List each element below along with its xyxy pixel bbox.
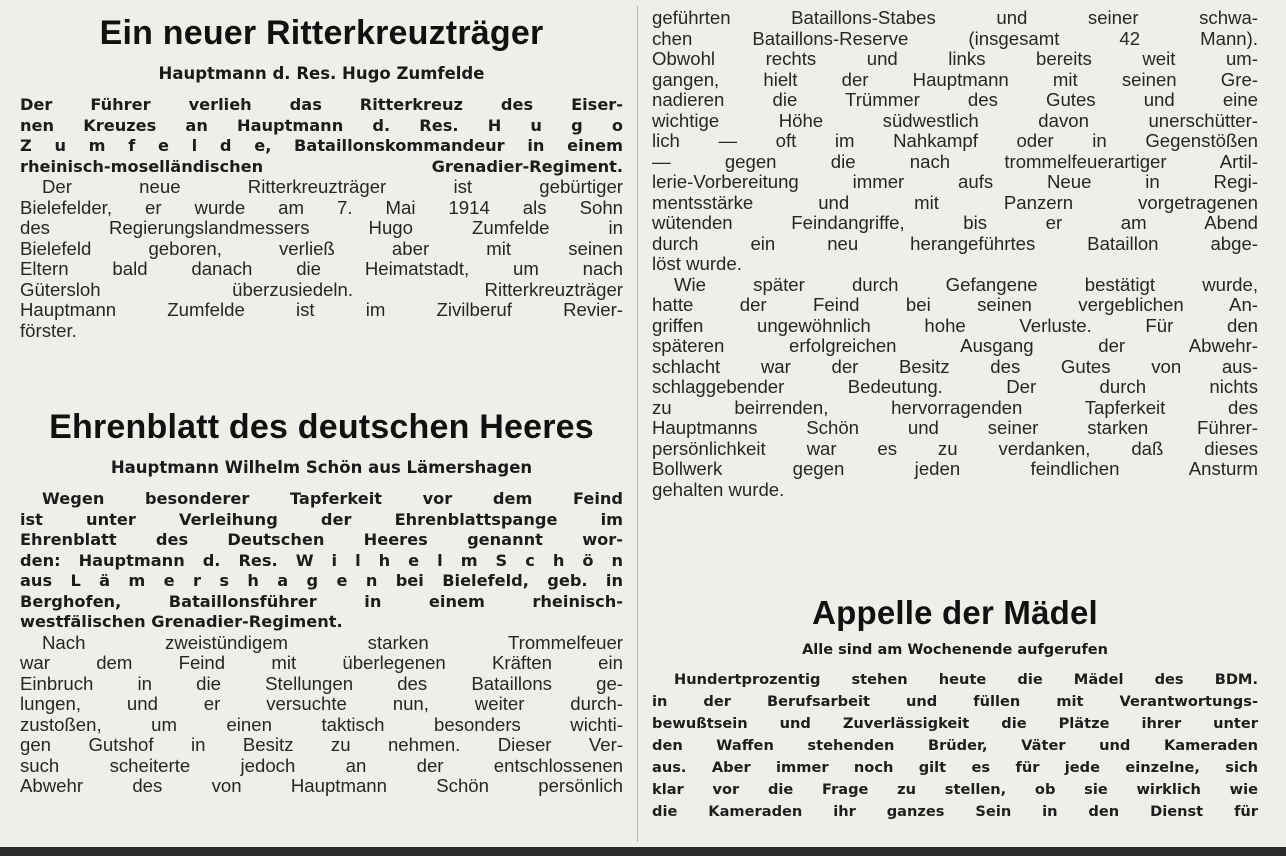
text-line: gangen, hielt der Hauptmann mit seinen Gre-	[652, 69, 1258, 90]
text-line: lerie-Vorbereitung immer aufs Neue in Regi-	[652, 172, 1258, 192]
text-line: Wie später durch Gefangene bestätigt wurde,	[674, 274, 1258, 295]
text-line: geführten Bataillons-Stabes und seiner schwa-	[652, 8, 1258, 28]
text-line: gehalten wurde.	[652, 479, 785, 500]
text-line: bewußtsein und Zuverlässigkeit die Plätze ihrer unter	[652, 715, 1258, 732]
text-line: Nach zweistündigem starken Trommelfeuer	[42, 632, 623, 653]
text-line: späteren erfolgreichen Ausgang der Abwehr-	[652, 336, 1258, 356]
text-line: war dem Feind mit überlegenen Kräften ein	[20, 653, 623, 673]
text-line: förster.	[20, 320, 77, 341]
text-line: klar vor die Frage zu stellen, ob sie wirklich wie	[652, 781, 1258, 798]
text-line: wichtige Höhe südwestlich davon unerschütter-	[652, 110, 1258, 131]
text-line: Der Führer verlieh das Ritterkreuz des Eiser-	[20, 95, 623, 114]
text-line: den Waffen stehenden Brüder, Väter und Kameraden	[652, 737, 1258, 754]
article-subhead: Hauptmann Wilhelm Schön aus Lämershagen	[110, 458, 533, 477]
text-line: löst wurde.	[652, 254, 742, 274]
text-line: des Regierungslandmessers Hugo Zumfelde in	[20, 218, 623, 238]
page-bottom-rule	[0, 847, 1286, 856]
text-line: Wegen besonderer Tapferkeit vor dem Feind	[42, 489, 623, 508]
text-line: rheinisch-moselländischen Grenadier-Regiment.	[20, 156, 623, 176]
text-line: persönlichkeit war es zu verdanken, daß dieses	[652, 438, 1258, 459]
text-line: Hundertprozentig stehen heute die Mädel des BDM.	[674, 671, 1258, 688]
article-body	[20, 633, 623, 797]
text-line: in der Berufsarbeit und füllen mit Verantwortungs-	[652, 693, 1258, 710]
text-line: Bielefeld geboren, verließ aber mit seinen	[20, 238, 623, 259]
article-lead	[20, 489, 623, 633]
text-line: ist unter Verleihung der Ehrenblattspange im	[20, 509, 623, 529]
text-line: Z u m f e l d e, Bataillonskommandeur in einem	[20, 136, 623, 155]
text-line: Gütersloh überzusiedeln. Ritterkreuzträger	[20, 279, 623, 300]
text-line: mentsstärke und mit Panzern vorgetragenen	[652, 192, 1258, 213]
text-line: schlaggebender Bedeutung. Der durch nichts	[652, 377, 1258, 397]
article-subhead: Alle sind am Wochenende aufgerufen	[802, 642, 1108, 658]
article-ehrenblatt	[20, 408, 623, 797]
article-body	[652, 669, 1258, 823]
text-line: den: Hauptmann d. Res. W i l h e l m S c h ö n	[20, 550, 623, 570]
text-line: Berghofen, Bataillonsführer in einem rheinisch-	[20, 591, 623, 611]
column-divider	[637, 6, 638, 842]
text-line: zu beirrenden, hervorragenden Tapferkeit des	[652, 397, 1258, 418]
continued-article-text	[652, 8, 1258, 500]
text-line: die Kameraden ihr ganzes Sein in den Dienst für	[652, 803, 1258, 820]
text-line: lungen, und er versuchte nun, weiter durch-	[20, 694, 623, 714]
article-subhead: Hauptmann d. Res. Hugo Zumfelde	[158, 64, 485, 83]
text-line: nen Kreuzes an Hauptmann d. Res. H u g o	[20, 115, 623, 135]
text-line: griffen ungewöhnlich hohe Verluste. Für den	[652, 315, 1258, 336]
text-line: Bielefelder, er wurde am 7. Mai 1914 als Sohn	[20, 197, 623, 218]
text-line: westfälischen Grenadier-Regiment.	[20, 612, 343, 631]
text-line: durch ein neu herangeführtes Bataillon abge-	[652, 233, 1258, 254]
text-line: such scheiterte jedoch an der entschlossenen	[20, 755, 623, 776]
text-line: Ehrenblatt des Deutschen Heeres genannt wor-	[20, 530, 623, 549]
text-line: nadieren die Trümmer des Gutes und eine	[652, 90, 1258, 110]
article-headline: Appelle der Mädel	[812, 594, 1098, 631]
text-line: Eltern bald danach die Heimatstadt, um nach	[20, 259, 623, 279]
text-line: aus L ä m e r s h a g e n bei Bielefeld, geb. in	[20, 571, 623, 590]
text-line: Bollwerk gegen jeden feindlichen Ansturm	[652, 459, 1258, 479]
article-body	[20, 177, 623, 341]
text-line: Abwehr des von Hauptmann Schön persönlich	[20, 776, 623, 796]
article-appelle	[652, 594, 1258, 823]
text-line: wütenden Feindangriffe, bis er am Abend	[652, 213, 1258, 233]
text-line: schlacht war der Besitz des Gutes von aus-	[652, 356, 1258, 377]
text-line: Obwohl rechts und links bereits weit um-	[652, 49, 1258, 69]
text-line: Der neue Ritterkreuzträger ist gebürtiger	[42, 177, 623, 197]
text-line: Hauptmann Zumfelde ist im Zivilberuf Revier-	[20, 300, 623, 320]
text-line: zustoßen, um einen taktisch besonders wichti-	[20, 714, 623, 735]
text-line: Hauptmanns Schön und seiner starken Führer-	[652, 418, 1258, 438]
text-line: aus. Aber immer noch gilt es für jede einzelne, sich	[652, 759, 1258, 776]
article-lead	[20, 95, 623, 177]
text-line: chen Bataillons-Reserve (insgesamt 42 Mann).	[652, 28, 1258, 49]
text-line: Einbruch in die Stellungen des Bataillons ge-	[20, 673, 623, 694]
text-line: — gegen die nach trommelfeuerartiger Artil-	[652, 151, 1258, 172]
text-line: hatte der Feind bei seinen vergeblichen An-	[652, 295, 1258, 315]
article-headline: Ehrenblatt des deutschen Heeres	[49, 408, 594, 446]
text-line: lich — oft im Nahkampf oder in Gegenstößen	[652, 131, 1258, 151]
article-ritterkreuz	[20, 14, 623, 341]
text-line: gen Gutshof in Besitz zu nehmen. Dieser Ver-	[20, 735, 623, 755]
article-headline: Ein neuer Ritterkreuzträger	[99, 14, 544, 52]
